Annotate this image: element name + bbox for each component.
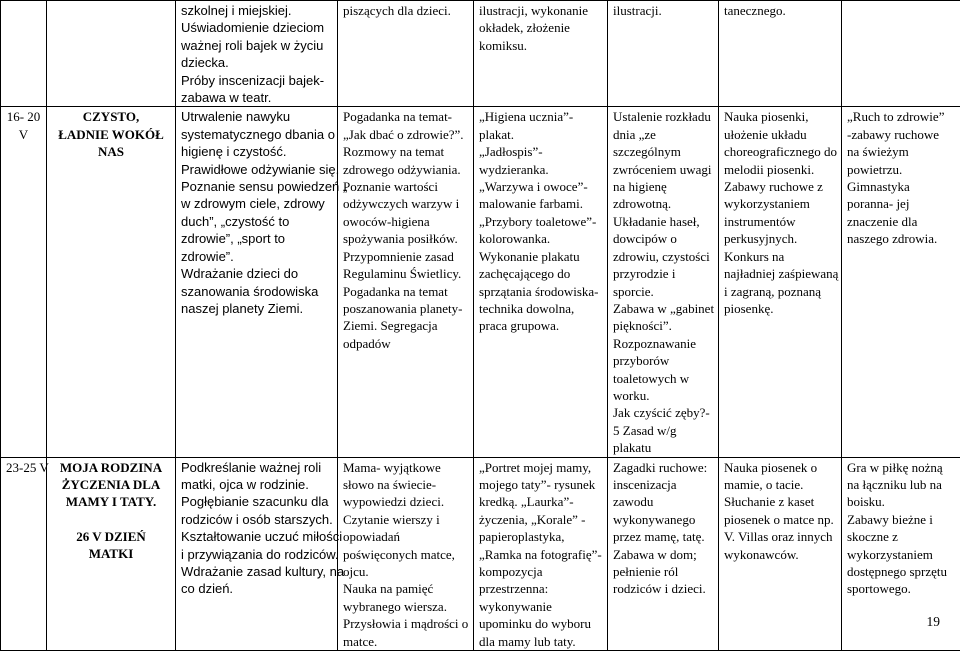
cell-line: wykonawców. — [724, 546, 836, 563]
table-row — [1, 457, 960, 650]
cell-line: Wdrażanie dzieci do — [181, 265, 332, 282]
cell-line: matce. — [343, 633, 468, 650]
cell-line: Mama- wyjątkowe — [343, 459, 468, 476]
cell-line: sporcie. — [613, 283, 713, 300]
cell-line: systematycznego dbania o — [181, 126, 332, 143]
cell-line: „Warzywa i owoce”- — [479, 178, 602, 195]
cell-line: zdrowiu, czystości — [613, 248, 713, 265]
cell-line: szczególnym — [613, 143, 713, 160]
cell-line: wybranego wiersza. — [343, 598, 468, 615]
cell-line: Zabawa w „gabinet — [613, 300, 713, 317]
cell-line: Wykonanie plakatu — [479, 248, 602, 265]
cell-line: wykorzystaniem — [847, 546, 955, 563]
art-cell — [474, 1, 608, 107]
cell-line: i zagraną, poznaną — [724, 283, 836, 300]
cell-line: NAS — [52, 143, 170, 160]
table-row — [1, 1, 960, 107]
cell-line: Utrwalenie nawyku — [181, 108, 332, 125]
cell-line: „Ruch to zdrowie” — [847, 108, 955, 125]
cell-line: 23-25 V — [6, 459, 41, 476]
cell-line: piosenek o matce np. — [724, 511, 836, 528]
cell-line: przyrodzie i — [613, 265, 713, 282]
cell-line: Rozmowy na temat — [343, 143, 468, 160]
cell-line: przyborów — [613, 352, 713, 369]
cell-line: najładniej zaśpiewaną — [724, 265, 836, 282]
cell-line: okładek, złożenie — [479, 19, 602, 36]
cell-line: malowanie farbami. — [479, 195, 602, 212]
sport-cell — [842, 1, 960, 107]
cell-line: dla mamy lub taty. — [479, 633, 602, 650]
topic-cell — [47, 457, 176, 650]
sport-cell — [842, 457, 960, 650]
cell-line: skoczne z — [847, 528, 955, 545]
cell-line: piszących dla dzieci. — [343, 2, 468, 19]
cell-line: przestrzenna: — [479, 580, 602, 597]
cell-line: dnia „ze — [613, 126, 713, 143]
cell-line: zwróceniem uwagi — [613, 161, 713, 178]
goals-cell — [176, 107, 338, 457]
cell-line: duch”, „czystość to — [181, 213, 332, 230]
cell-line: 16- 20 — [6, 108, 41, 125]
cell-line: Jak czyścić zęby?- — [613, 404, 713, 421]
cell-line: zdrowie”. — [181, 248, 332, 265]
cell-line: wykorzystaniem — [724, 195, 836, 212]
cell-line: Nauka piosenki, — [724, 108, 836, 125]
talk-cell — [338, 457, 474, 650]
cell-line: na łączniku lub na — [847, 476, 955, 493]
cell-line: piosenkę. — [724, 300, 836, 317]
art-cell — [474, 107, 608, 457]
cell-line: Regulaminu Świetlicy. — [343, 265, 468, 282]
cell-line: „Ramka na fotografię”- — [479, 546, 602, 563]
cell-line: praca grupowa. — [479, 317, 602, 334]
cell-line: słowo na świecie- — [343, 476, 468, 493]
topic-cell — [47, 107, 176, 457]
cell-line: Słuchanie z kaset — [724, 493, 836, 510]
cell-line: sportowego. — [847, 580, 955, 597]
cell-line: melodii piosenki. — [724, 161, 836, 178]
games-cell — [608, 457, 719, 650]
cell-line: Uświadomienie dzieciom — [181, 19, 332, 36]
cell-line: tanecznego. — [724, 2, 836, 19]
cell-line: -zabawy ruchowe — [847, 126, 955, 143]
cell-line — [52, 511, 170, 528]
cell-line: szkolnej i miejskiej. — [181, 2, 332, 19]
cell-line: Pogłębianie szacunku dla — [181, 493, 332, 510]
cell-line: dziecka. — [181, 54, 332, 71]
talk-cell — [338, 107, 474, 457]
cell-line: mamie, o tacie. — [724, 476, 836, 493]
cell-line: Zabawy bieżne i — [847, 511, 955, 528]
cell-line: ułożenie układu — [724, 126, 836, 143]
cell-line: „Jak dbać o zdrowie?”. — [343, 126, 468, 143]
cell-line: ŻYCZENIA DLA — [52, 476, 170, 493]
music-cell — [719, 107, 842, 457]
cell-line: sprzątania środowiska- — [479, 283, 602, 300]
cell-line: rodziców i dzieci. — [613, 580, 713, 597]
date-cell — [1, 457, 47, 650]
cell-line: 5 Zasad w/g — [613, 422, 713, 439]
cell-line: przez mamę, tatę. — [613, 528, 713, 545]
cell-line: Ustalenie rozkładu — [613, 108, 713, 125]
cell-line: Zabawy ruchowe z — [724, 178, 836, 195]
cell-line: wykonywanie — [479, 598, 602, 615]
cell-line: 26 V DZIEŃ — [52, 528, 170, 545]
cell-line: MAMY I TATY. — [52, 493, 170, 510]
cell-line: choreograficznego do — [724, 143, 836, 160]
cell-line: V. Villas oraz innych — [724, 528, 836, 545]
cell-line: Ziemi. Segregacja — [343, 317, 468, 334]
cell-line: na świeżym — [847, 143, 955, 160]
date-cell — [1, 1, 47, 107]
cell-line: wydzieranka. — [479, 161, 602, 178]
cell-line: ŁADNIE WOKÓŁ — [52, 126, 170, 143]
cell-line: wykonywanego — [613, 511, 713, 528]
cell-line: plakat. — [479, 126, 602, 143]
cell-line: i przywiązania do rodziców. — [181, 546, 332, 563]
topic-cell — [47, 1, 176, 107]
cell-line: rodziców i osób starszych. — [181, 511, 332, 528]
cell-line: Podkreślanie ważnej roli — [181, 459, 332, 476]
cell-line: Próby inscenizacji bajek- — [181, 72, 332, 89]
cell-line: Poznanie sensu powiedzeń „ — [181, 178, 332, 195]
sport-cell — [842, 107, 960, 457]
cell-line: Nauka piosenek o — [724, 459, 836, 476]
table-row — [1, 107, 960, 457]
cell-line: perkusyjnych. — [724, 230, 836, 247]
cell-line: Poznanie wartości — [343, 178, 468, 195]
cell-line: matki, ojca w rodzinie. — [181, 476, 332, 493]
cell-line: V — [6, 126, 41, 143]
cell-line: inscenizacja — [613, 476, 713, 493]
cell-line: owoców-higiena — [343, 213, 468, 230]
goals-cell — [176, 1, 338, 107]
cell-line: wypowiedzi dzieci. — [343, 493, 468, 510]
art-cell — [474, 457, 608, 650]
cell-line: Rozpoznawanie — [613, 335, 713, 352]
cell-line: MOJA RODZINA — [52, 459, 170, 476]
cell-line: zabawa w teatr. — [181, 89, 332, 106]
cell-line: Pogadanka na temat- — [343, 108, 468, 125]
cell-line: „Portret mojej mamy, — [479, 459, 602, 476]
cell-line: CZYSTO, — [52, 108, 170, 125]
music-cell — [719, 457, 842, 650]
cell-line: mojego taty”- rysunek — [479, 476, 602, 493]
cell-line: higienę i czystość. — [181, 143, 332, 160]
cell-line: poświęconych matce, — [343, 546, 468, 563]
cell-line: Zagadki ruchowe: — [613, 459, 713, 476]
cell-line: powietrzu. — [847, 161, 955, 178]
cell-line: ważnej roli bajek w życiu — [181, 37, 332, 54]
cell-line: Konkurs na — [724, 248, 836, 265]
cell-line: naszego zdrowia. — [847, 230, 955, 247]
cell-line: odżywczych warzyw i — [343, 195, 468, 212]
cell-line: kolorowanka. — [479, 230, 602, 247]
cell-line: Nauka na pamięć — [343, 580, 468, 597]
cell-line: dowcipów o — [613, 230, 713, 247]
cell-line: ojcu. — [343, 563, 468, 580]
date-cell — [1, 107, 47, 457]
cell-line: zdrowego odżywiania. — [343, 161, 468, 178]
cell-line: Gra w piłkę nożną — [847, 459, 955, 476]
cell-line: co dzień. — [181, 580, 332, 597]
cell-line: w zdrowym ciele, zdrowy — [181, 195, 332, 212]
cell-line: piękności”. — [613, 317, 713, 334]
cell-line: Przysłowia i mądrości o — [343, 615, 468, 632]
cell-line: plakatu — [613, 439, 713, 456]
cell-line: toaletowych w — [613, 370, 713, 387]
cell-line: kompozycja — [479, 563, 602, 580]
cell-line: spożywania posiłków. — [343, 230, 468, 247]
cell-line: życzenia, „Korale” - — [479, 511, 602, 528]
cell-line: zdrowie”, „sport to — [181, 230, 332, 247]
cell-line: technika dowolna, — [479, 300, 602, 317]
games-cell — [608, 1, 719, 107]
cell-line: „Jadłospis”- — [479, 143, 602, 160]
cell-line: dostępnego sprzętu — [847, 563, 955, 580]
cell-line: upominku do wyboru — [479, 615, 602, 632]
cell-line: naszej planety Ziemi. — [181, 300, 332, 317]
goals-cell — [176, 457, 338, 650]
cell-line: znaczenie dla — [847, 213, 955, 230]
games-cell — [608, 107, 719, 457]
cell-line: Czytanie wierszy i — [343, 511, 468, 528]
cell-line: „Przybory toaletowe”- — [479, 213, 602, 230]
cell-line: ilustracji, wykonanie — [479, 2, 602, 19]
cell-line: odpadów — [343, 335, 468, 352]
talk-cell — [338, 1, 474, 107]
cell-line: Kształtowanie uczuć miłości — [181, 528, 332, 545]
cell-line: MATKI — [52, 545, 170, 562]
cell-line: Gimnastyka — [847, 178, 955, 195]
cell-line: opowiadań — [343, 528, 468, 545]
cell-line: Przypomnienie zasad — [343, 248, 468, 265]
cell-line: zdrowotną. — [613, 195, 713, 212]
cell-line: ilustracji. — [613, 2, 713, 19]
cell-line: szanowania środowiska — [181, 283, 332, 300]
cell-line: Pogadanka na temat — [343, 283, 468, 300]
page-number: 19 — [927, 614, 941, 630]
cell-line: Układanie haseł, — [613, 213, 713, 230]
cell-line: kredką. „Laurka”- — [479, 493, 602, 510]
music-cell — [719, 1, 842, 107]
cell-line: poszanowania planety- — [343, 300, 468, 317]
cell-line: Prawidłowe odżywianie się. — [181, 161, 332, 178]
cell-line: komiksu. — [479, 37, 602, 54]
cell-line: Wdrażanie zasad kultury, na — [181, 563, 332, 580]
cell-line: papieroplastyka, — [479, 528, 602, 545]
cell-line: Zabawa w dom; — [613, 546, 713, 563]
cell-line: boisku. — [847, 493, 955, 510]
cell-line: pełnienie ról — [613, 563, 713, 580]
plan-table-body — [1, 1, 960, 651]
cell-line: zachęcającego do — [479, 265, 602, 282]
cell-line: „Higiena ucznia”- — [479, 108, 602, 125]
cell-line: worku. — [613, 387, 713, 404]
cell-line: na higienę — [613, 178, 713, 195]
cell-line: zawodu — [613, 493, 713, 510]
cell-line: poranna- jej — [847, 195, 955, 212]
cell-line: instrumentów — [724, 213, 836, 230]
